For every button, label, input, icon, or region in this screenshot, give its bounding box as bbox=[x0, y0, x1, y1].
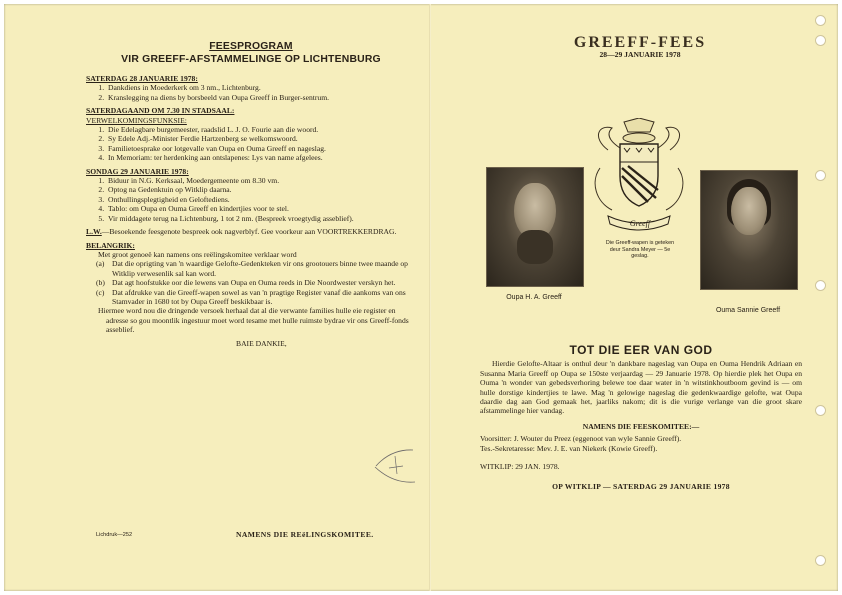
list-item: 2. Optog na Gedenktuin op Witklip daarna. bbox=[106, 185, 416, 194]
punch-hole bbox=[815, 170, 826, 181]
footer-line: OP WITKLIP — SATERDAG 29 JANUARIE 1978 bbox=[552, 482, 730, 492]
important-item bbox=[86, 288, 416, 307]
program-subtitle: VIR GREEFF-AFSTAMMELINGE OP LICHTENBURG bbox=[121, 54, 381, 65]
list-item: 1. Die Edelagbare burgemeester, raadslid L. J. O. Fourie aan die woord. bbox=[106, 125, 416, 134]
festival-date: 28—29 JANUARIE 1978 bbox=[599, 50, 681, 60]
saturday-heading: SATERDAG 28 JANUARIE 1978: bbox=[86, 74, 198, 83]
caption-oupa: Oupa H. A. Greeff bbox=[506, 294, 562, 301]
list-item: 4. Tablo: om Oupa en Ouma Greeff en kindertjies voor te stel. bbox=[106, 204, 416, 213]
portrait-oupa bbox=[486, 167, 584, 287]
left-page bbox=[86, 40, 416, 348]
important-heading: BELANGRIK: bbox=[86, 240, 135, 250]
center-fold bbox=[429, 4, 431, 591]
pencil-mark-icon bbox=[373, 444, 421, 490]
item-text: Dat die oprigting van 'n waardige Gelofte-Gedenkteken vir ons grootouers binne twee maande op Witklip verwesenlik sal kan word. bbox=[112, 259, 408, 278]
list-item: 3. Onthullingsplegtigheid en Geloftediens. bbox=[106, 195, 416, 204]
punch-hole bbox=[815, 555, 826, 566]
program-title: FEESPROGRAM bbox=[209, 41, 293, 52]
crest-motto: Greeff bbox=[629, 219, 651, 228]
list-item: 1. Biduur in N.G. Kerksaal, Moedergemeente om 8.30 vm. bbox=[106, 176, 416, 185]
signoff-line: NAMENS DIE REëLINGSKOMITEE. bbox=[236, 530, 374, 539]
item-key: (c) bbox=[96, 287, 105, 297]
saturday-list bbox=[86, 83, 416, 102]
note-label: L.W. bbox=[86, 227, 102, 237]
thanks-line: BAIE DANKIE, bbox=[236, 338, 287, 348]
right-page bbox=[480, 34, 800, 60]
list-item: 5. Vir middagete terug na Lichtenburg, 1 tot 2 nm. (Bespreek vroegtydig asseblief). bbox=[106, 214, 416, 223]
dedication-block bbox=[480, 343, 802, 492]
list-item: 3. Familietoesprake oor lotgevalle van Oupa en Ouma Greeff en nageslag. bbox=[106, 144, 416, 153]
important-item bbox=[86, 278, 416, 287]
punch-hole bbox=[815, 280, 826, 291]
evening-subheading: VERWELKOMINGSFUNKSIE: bbox=[86, 115, 187, 125]
note-text: —Besoekende feesgenote bespreek ook nagverblyf. Gee voorkeur aan VOORTREKKERDRAG. bbox=[101, 227, 397, 237]
crest-note: Die Greeff-wapen is geteken deur Sandra Meyer — 5e geslag. bbox=[605, 240, 675, 260]
committee-secretary: Tes.-Sekretaresse: Mev. J. E. van Niekerk (Kowie Greeff). bbox=[480, 443, 658, 453]
evening-list bbox=[86, 125, 416, 163]
list-item: 2. Sy Edele Adj.-Minister Ferdie Hartzenberg se welkomswoord. bbox=[106, 134, 416, 143]
important-item bbox=[86, 259, 416, 278]
list-item: 1. Dankdiens in Moederkerk om 3 nm., Lichtenburg. bbox=[106, 83, 416, 92]
dedication-heading: TOT DIE EER VAN GOD bbox=[569, 343, 713, 357]
important-intro: Met groot genoeë kan namens ons reëlingskomitee verklaar word bbox=[98, 249, 297, 259]
punch-hole bbox=[815, 405, 826, 416]
item-key: (a) bbox=[96, 259, 105, 269]
committee-chair: Voorsitter: J. Wouter du Preez (eggenoot van wyle Sannie Greeff). bbox=[480, 434, 682, 444]
closing-paragraph: Hiermee word nou die dringende versoek herhaal dat al die verwante families hulle eie register en adresse so gou moontlik ingestuur moet word tesame met hulle ruimste bydrae vir ons Greeff-fonds asseblief. bbox=[98, 306, 409, 335]
punch-hole bbox=[815, 35, 826, 46]
item-text: Dat agt hoofstukke oor die lewens van Oupa en Ouma reeds in Die Noordwester verskyn het. bbox=[112, 278, 396, 288]
sunday-heading: SONDAG 29 JANUARIE 1978: bbox=[86, 166, 189, 176]
sunday-list bbox=[86, 176, 416, 223]
item-text: Dat afdrukke van die Greeff-wapen sowel as van 'n pragtige Register vanaf die aankoms van ons Stamvader in 1680 tot by Oupa Greeff beskikbaar is. bbox=[112, 287, 406, 306]
dedication-text: Hierdie Gelofte-Altaar is onthul deur 'n dankbare nageslag van Oupa en Ouma Hendrik Adriaan en Susanna Maria Greeff op Oupa se 150ste verjaardag — 29 Januarie 1978. Op hierdie plek het Oupa en Ouma 'n wonder van gebedsverhoring belewe toe daar water in 'n witstinkhoutboom gevind is — om hulle dorstige kindertjies te lawe. Mag 'n gelowige nageslag die gedenkwaardige gelofte, wat Oupa daardie dag aan God gemaak het, jaarliks nakom; dit is die vurige verlange van die groot skare afstammelinge hier vandag. bbox=[480, 359, 802, 416]
list-item: 4. In Memoriam: ter herdenking aan ontslapenes: Lys van name afgelees. bbox=[106, 153, 416, 162]
item-key: (b) bbox=[96, 278, 105, 288]
note-paragraph bbox=[86, 227, 416, 236]
punch-hole bbox=[815, 15, 826, 26]
portrait-ouma bbox=[700, 170, 798, 290]
printer-mark: Lichdruk—252 bbox=[96, 532, 133, 538]
evening-heading: SATERDAGAAND OM 7.30 IN STADSAAL: bbox=[86, 106, 235, 116]
festival-title: GREEFF-FEES bbox=[573, 34, 707, 51]
place-date: WITKLIP: 29 JAN. 1978. bbox=[480, 462, 560, 472]
committee-heading: NAMENS DIE FEESKOMITEE:— bbox=[582, 421, 700, 431]
list-item: 2. Kranslegging na diens by borsbeeld van Oupa Greeff in Burger-sentrum. bbox=[106, 93, 416, 102]
caption-ouma: Ouma Sannie Greeff bbox=[715, 307, 781, 314]
